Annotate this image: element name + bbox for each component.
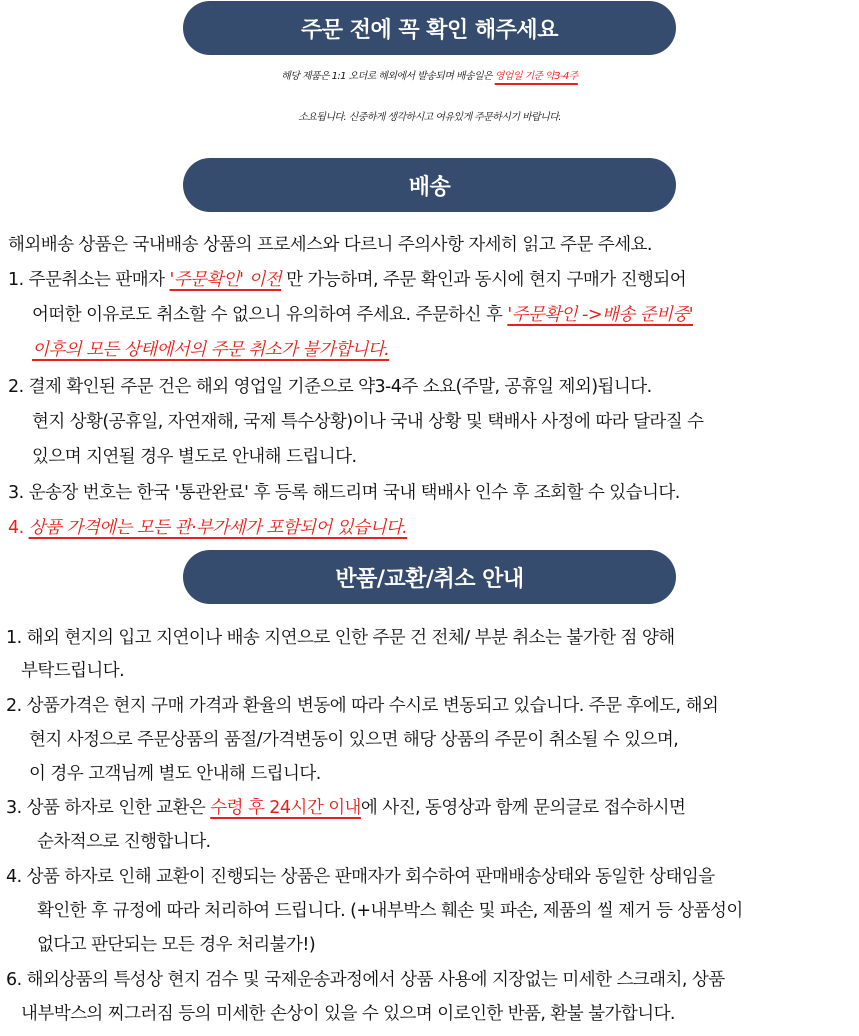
return-item-6-line-2: 내부박스의 찌그러짐 등의 미세한 손상이 있을 수 있으며 이로인한 반품, 환불 불가합니다. bbox=[21, 1004, 675, 1024]
24h-highlight: 수령 후 24시간 이내 bbox=[210, 798, 361, 818]
section-title: 배송 bbox=[408, 174, 451, 200]
shipping-intro: 해외배송 상품은 국내배송 상품의 프로세스와 다르니 주의사항 자세히 읽고 주문 주세요. bbox=[8, 235, 652, 255]
section-header-order-notice bbox=[183, 1, 676, 55]
return-item-1-line-1: 1. 해외 현지의 입고 지연이나 배송 지연으로 인한 주문 건 전체/ 부분 취소는 불가한 점 양해 bbox=[6, 628, 675, 648]
section-title: 주문 전에 꼭 확인 해주세요 bbox=[301, 17, 558, 43]
order-confirm-highlight: '주문확인' 이전 bbox=[169, 270, 282, 290]
shipping-item-2-line-3: 있으며 지연될 경우 별도로 안내해 드립니다. bbox=[32, 447, 357, 467]
order-notice-line-1: 해당 제품은 1:1 오더로 해외에서 발송되며 배송일은 영업일 기준 약3-4주 bbox=[281, 71, 578, 82]
return-item-4-line-1: 4. 상품 하자로 인해 교환이 진행되는 상품은 판매자가 회수하여 판매배송상태와 동일한 상태임을 bbox=[6, 867, 715, 887]
shipping-item-1-line-1: 1. 주문취소는 판매자 '주문확인' 이전 만 가능하며, 주문 확인과 동시에 현지 구매가 진행되어 bbox=[8, 270, 687, 290]
return-item-3-line-2: 순차적으로 진행합니다. bbox=[37, 832, 211, 852]
shipping-item-1-line-3: 이후의 모든 상태에서의 주문 취소가 불가합니다. bbox=[32, 340, 390, 360]
section-header-return-exchange bbox=[183, 550, 676, 604]
tax-included-highlight: 상품 가격에는 모든 관·부가세가 포함되어 있습니다. bbox=[28, 518, 408, 538]
shipping-item-1-line-2: 어떠한 이유로도 취소할 수 없으니 유의하여 주세요. 주문하신 후 '주문확인 ->배송 준비중' bbox=[32, 305, 693, 325]
shipping-item-2-line-1: 2. 결제 확인된 주문 건은 해외 영업일 기준으로 약3-4주 소요(주말, 공휴일 제외)됩니다. bbox=[8, 377, 652, 397]
return-item-1-line-2: 부탁드립니다. bbox=[21, 661, 125, 681]
return-item-4-line-2: 확인한 후 규정에 따라 처리하여 드립니다. (+내부박스 훼손 및 파손, 제품의 씰 제거 등 상품성이 bbox=[37, 901, 743, 921]
shipping-prep-highlight: '주문확인 ->배송 준비중' bbox=[507, 305, 693, 325]
return-item-4-line-3: 없다고 판단되는 모든 경우 처리불가!) bbox=[37, 935, 316, 955]
delivery-period-highlight: 영업일 기준 약3-4주 bbox=[494, 71, 578, 82]
shipping-item-3: 3. 운송장 번호는 한국 '통관완료' 후 등록 해드리며 국내 택배사 인수 후 조회할 수 있습니다. bbox=[8, 483, 680, 503]
return-item-3-line-1: 3. 상품 하자로 인한 교환은 수령 후 24시간 이내에 사진, 동영상과 함께 문의글로 접수하시면 bbox=[6, 798, 686, 818]
section-header-shipping bbox=[183, 158, 676, 212]
return-item-2-line-3: 이 경우 고객님께 별도 안내해 드립니다. bbox=[29, 764, 321, 784]
section-title: 반품/교환/취소 안내 bbox=[335, 566, 524, 592]
order-notice-line-2: 소요됩니다. 신중하게 생각하시고 여유있게 주문하시기 바랍니다. bbox=[298, 112, 561, 123]
return-item-2-line-1: 2. 상품가격은 현지 구매 가격과 환율의 변동에 따라 수시로 변동되고 있습니다. 주문 후에도, 해외 bbox=[6, 696, 719, 716]
return-item-2-line-2: 현지 사정으로 주문상품의 품절/가격변동이 있으면 해당 상품의 주문이 취소될 수 있으며, bbox=[29, 730, 679, 750]
shipping-item-4: 4. 상품 가격에는 모든 관·부가세가 포함되어 있습니다. bbox=[8, 518, 408, 538]
shipping-item-2-line-2: 현지 상황(공휴일, 자연재해, 국제 특수상황)이나 국내 상황 및 택배사 사정에 따라 달라질 수 bbox=[32, 412, 704, 432]
return-item-6-line-1: 6. 해외상품의 특성상 현지 검수 및 국제운송과정에서 상품 사용에 지장없는 미세한 스크래치, 상품 bbox=[6, 970, 725, 990]
